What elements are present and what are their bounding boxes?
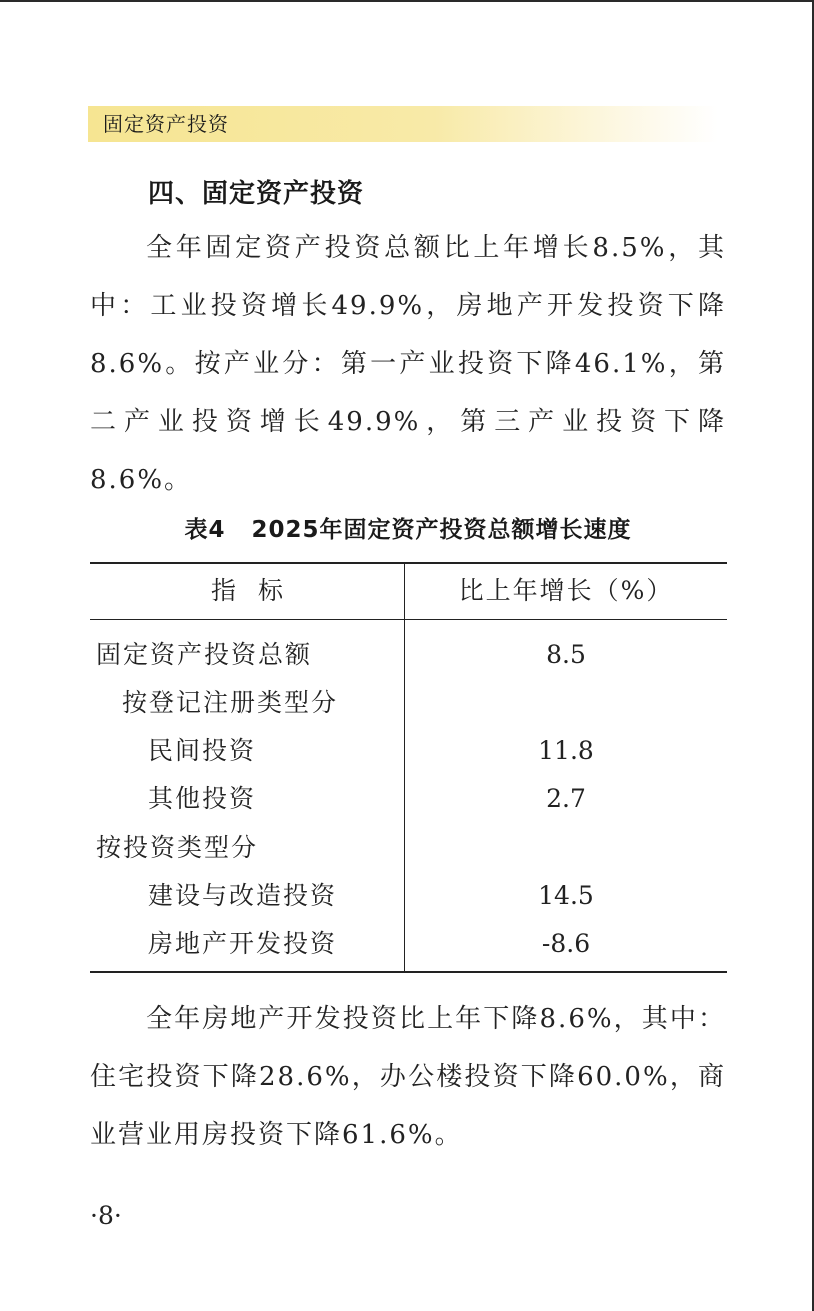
table-number: 表4	[184, 517, 226, 543]
table-row	[90, 631, 727, 679]
paragraph-real-estate: 全年房地产开发投资比上年下降8.6%，其中：住宅投资下降28.6%，办公楼投资下降60.0%，商业营业用房投资下降61.6%。	[90, 1004, 726, 1150]
row-value: -8.6	[541, 929, 591, 958]
row-label: 其他投资	[148, 784, 257, 813]
column-header-indicator: 指标	[210, 576, 305, 605]
row-value: 8.5	[546, 640, 586, 669]
paragraph-investment-summary: 全年固定资产投资总额比上年增长8.5%，其中：工业投资增长49.9%，房地产开发投资下降8.6%。按产业分：第一产业投资下降46.1%，第二产业投资增长49.9%，第三产业投资下降8.6%。	[90, 233, 726, 495]
row-value: 14.5	[538, 881, 594, 910]
page-border-top	[0, 0, 814, 2]
table-top-rule	[90, 562, 727, 564]
column-header-growth: 比上年增长（%）	[458, 576, 674, 605]
table-row	[90, 872, 727, 920]
row-value: 2.7	[546, 784, 586, 813]
table-title	[90, 512, 726, 548]
table-row	[90, 920, 727, 968]
table-title-text: 2025年固定资产投资总额增长速度	[251, 517, 632, 543]
table-header-rule	[90, 619, 727, 620]
page-number: ·8·	[90, 1201, 122, 1230]
section-header-label: 固定资产投资	[103, 112, 229, 136]
row-label: 按登记注册类型分	[122, 688, 339, 717]
row-label: 建设与改造投资	[148, 881, 338, 910]
table-row	[90, 679, 727, 727]
row-label: 按投资类型分	[96, 833, 259, 862]
section-heading: 四、固定资产投资	[148, 179, 365, 209]
row-label: 民间投资	[148, 736, 257, 765]
row-label: 房地产开发投资	[148, 929, 338, 958]
table-row	[90, 727, 727, 775]
table-row	[90, 775, 727, 823]
table-row	[90, 824, 727, 872]
row-label: 固定资产投资总额	[96, 640, 313, 669]
table-bottom-rule	[90, 971, 727, 973]
row-value: 11.8	[538, 736, 594, 765]
investment-growth-table	[90, 562, 727, 972]
